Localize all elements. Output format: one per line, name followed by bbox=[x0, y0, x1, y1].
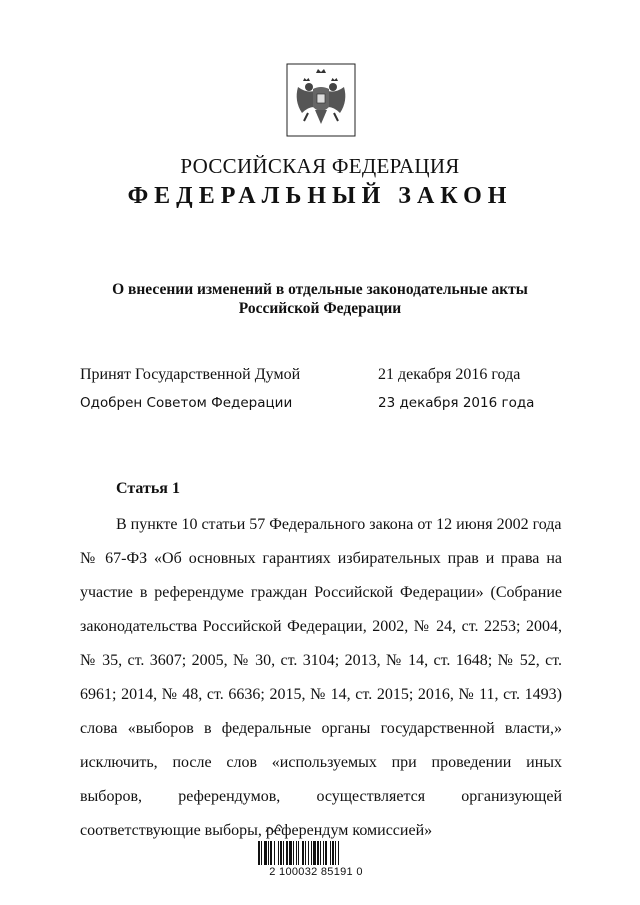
law-title bbox=[0, 280, 640, 318]
document-type: ФЕДЕРАЛЬНЫЙ ЗАКОН bbox=[127, 183, 513, 209]
signature-mark-icon bbox=[265, 822, 283, 834]
duma-adoption-date: 21 декабря 2016 года bbox=[378, 366, 521, 383]
article-text: № 67-ФЗ «Об основных гарантиях избирательных прав и права на участие в референдуме граждан Российской Федерации» (Собрание законодательства Российской Федерации, 2002, № 24, ст. 2253; 2004, № 35, ст. 3607; 2005, № 30, ст. 3104; 2013, № 14, ст. 1648; № 52, ст. 6961; 2014, № 48, ст. 6636; 2015, № 14, ст. 2015; 2016, № 11, ст. 1493) слова «выборов в федеральные органы государственной власти,» исключить, после слов «используемых при проведении иных выборов, референдумов, осуществляется организующей соответствующие выборы, референдум комиссией» bbox=[80, 550, 562, 839]
russian-coat-of-arms-icon bbox=[286, 63, 356, 137]
barcode-icon bbox=[258, 841, 372, 865]
council-approval-date: 23 декабря 2016 года bbox=[378, 395, 535, 411]
article-heading: Статья 1 bbox=[116, 480, 180, 497]
country-name: РОССИЙСКАЯ ФЕДЕРАЦИЯ bbox=[180, 154, 460, 178]
article-body bbox=[80, 508, 562, 848]
law-title-line-1: О внесении изменений в отдельные законодательные акты bbox=[112, 281, 528, 298]
duma-adoption-label: Принят Государственной Думой bbox=[80, 366, 301, 383]
article-first-line: В пункте 10 статьи 57 Федерального закона от 12 июня 2002 года bbox=[116, 516, 562, 533]
law-title-line-2: Российской Федерации bbox=[238, 300, 402, 317]
barcode-number: 2 100032 85191 0 bbox=[269, 866, 363, 878]
council-approval-label: Одобрен Советом Федерации bbox=[80, 395, 293, 411]
